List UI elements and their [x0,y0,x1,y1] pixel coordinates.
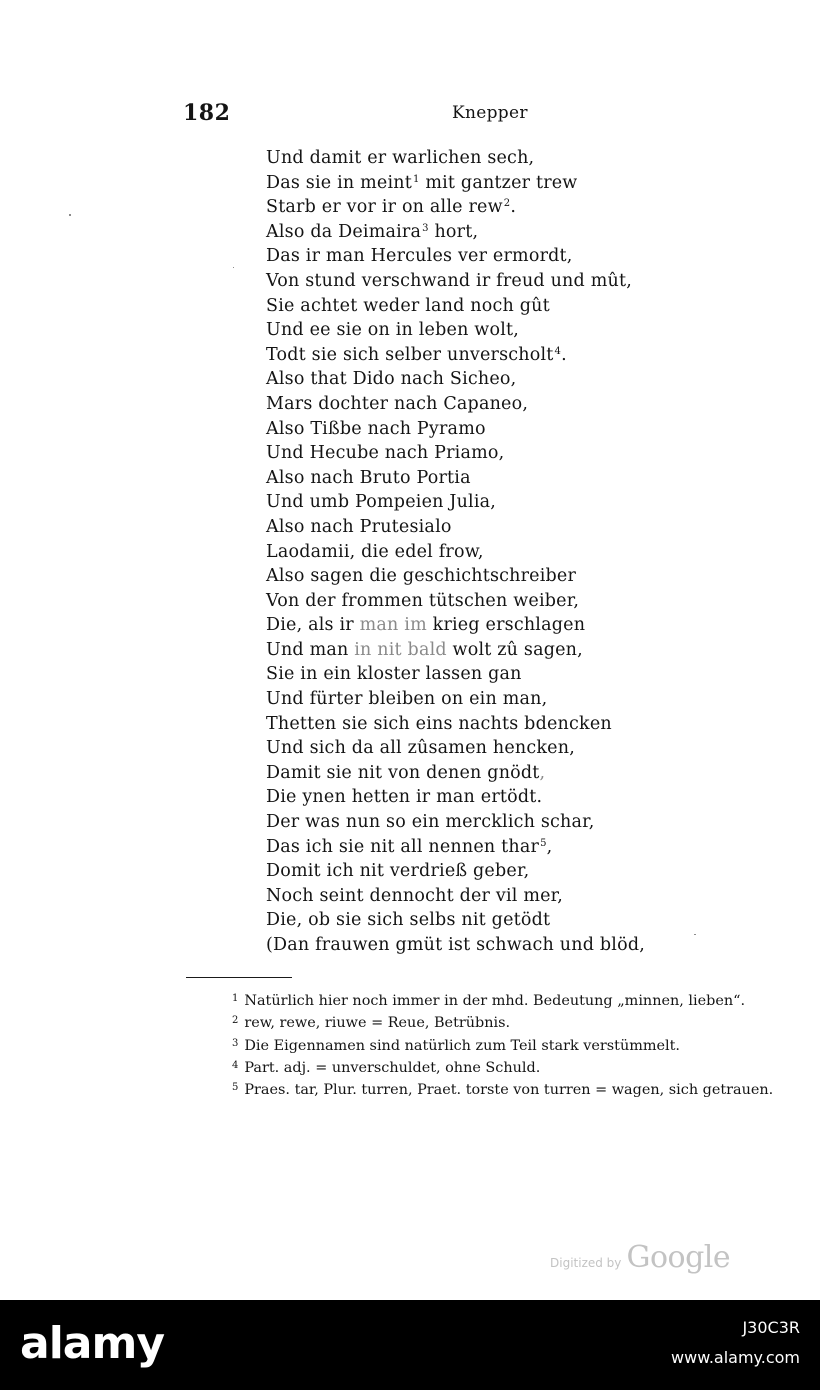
verse-line: Also nach Prutesialo [266,516,452,537]
footnote-text: Praes. tar, Plur. turren, Praet. torste von turren = wagen, sich getrauen. [244,1082,774,1099]
footnote [184,1012,782,1034]
dust-speck [694,934,696,935]
running-title: Knepper [452,103,528,123]
verse-line: Noch seint dennocht der vil mer, [266,885,564,906]
verse-line: Sie in ein kloster lassen gan [266,664,522,685]
footnote [184,990,782,1012]
verse-line: Das sie in meint$^1$ mit gantzer trew [266,172,578,193]
watermark-prefix: Digitized by [550,1256,622,1270]
footnote-mark: 5 [232,1082,239,1094]
dust-speck [233,267,234,268]
footnote-text: Natürlich hier noch immer in der mhd. Bedeutung „minnen, lieben“. [244,993,746,1009]
verse-line: Domit ich nit verdrieß geber, [266,861,530,882]
verse-line: Und sich da all zûsamen hencken, [266,738,575,759]
footnote-reference: 2 [503,198,511,210]
verse-line: Und umb Pompeien Julia, [266,492,497,513]
verse-line: Laodamii, die edel frow, [266,541,484,562]
footnote-divider [186,977,292,978]
verse-line: Also nach Bruto Portia [266,467,471,488]
footnote-text: rew, rewe, riuwe = Reue, Betrübnis. [244,1015,511,1032]
dust-speck [69,214,71,216]
verse-line: Also that Dido nach Sicheo, [266,369,517,390]
verse-line: Also sagen die geschichtschreiber [266,566,577,587]
verse-line: Das ich sie nit all nennen thar$^5$, [266,836,553,857]
faded-print: in nit bald [348,639,447,660]
footnote [184,1057,782,1079]
verse-line: (Dan frauwen gmüt ist schwach und blöd, [266,935,645,955]
footnote-mark: 2 [232,1015,239,1027]
verse-line: Sie achtet weder land noch gût [266,295,550,316]
stock-banner [0,1300,820,1390]
verse-line: Die, als ir man im krieg erschlagen [266,615,586,636]
verse-line: Und Hecube nach Priamo, [266,443,505,464]
footnote-reference: 4 [554,345,562,357]
verse-line: Todt sie sich selber unverscholt$^4$. [266,344,567,365]
footnote-reference: 3 [422,222,429,234]
faded-print: man im [353,615,427,636]
footnotes [184,990,782,1101]
page-number: 182 [183,100,231,126]
faded-print: , [539,762,546,783]
footnote-text: Die Eigennamen sind natürlich zum Teil stark verstümmelt. [244,1037,680,1054]
verse-line: Und damit er warlichen sech, [266,148,535,168]
verse-line: Also da Deimaira$^3$ hort, [266,221,479,242]
footnote-text: Part. adj. = unverschuldet, ohne Schuld. [244,1059,541,1076]
google-logo: Google [626,1240,731,1275]
footnote-mark: 1 [232,993,239,1004]
banner-url: www.alamy.com [671,1348,800,1367]
verse-block [266,146,786,958]
verse-line: Der was nun so ein mercklich schar, [266,812,595,833]
verse-line: Und man in nit bald wolt zû sagen, [266,639,583,660]
verse-line: Die ynen hetten ir man ertödt. [266,787,543,808]
verse-line: Damit sie nit von denen gnödt, [266,762,546,783]
footnote [184,1035,782,1057]
footnote-reference: 5 [540,837,547,849]
verse-line: Und fürter bleiben on ein man, [266,689,548,710]
digitization-watermark [550,1240,730,1275]
verse-line: Die, ob sie sich selbs nit getödt [266,910,551,931]
alamy-logo: alamy [20,1318,164,1369]
verse-line: Also Tißbe nach Pyramo [266,418,486,439]
footnote-mark: 4 [232,1059,239,1071]
verse-line: Das ir man Hercules ver ermordt, [266,246,573,267]
verse-line: Und ee sie on in leben wolt, [266,320,520,341]
verse-line: Mars dochter nach Capaneo, [266,393,529,414]
footnote-reference: 1 [413,173,420,185]
image-id: J30C3R [742,1318,800,1337]
verse-line: Von stund verschwand ir freud und mût, [266,270,632,291]
verse-line: Thetten sie sich eins nachts bdencken [266,713,612,734]
verse-line: Von der frommen tütschen weiber, [266,590,580,611]
footnote-mark: 3 [232,1037,239,1049]
footnote [184,1079,782,1101]
verse-line: Starb er vor ir on alle rew$^2$. [266,197,517,218]
